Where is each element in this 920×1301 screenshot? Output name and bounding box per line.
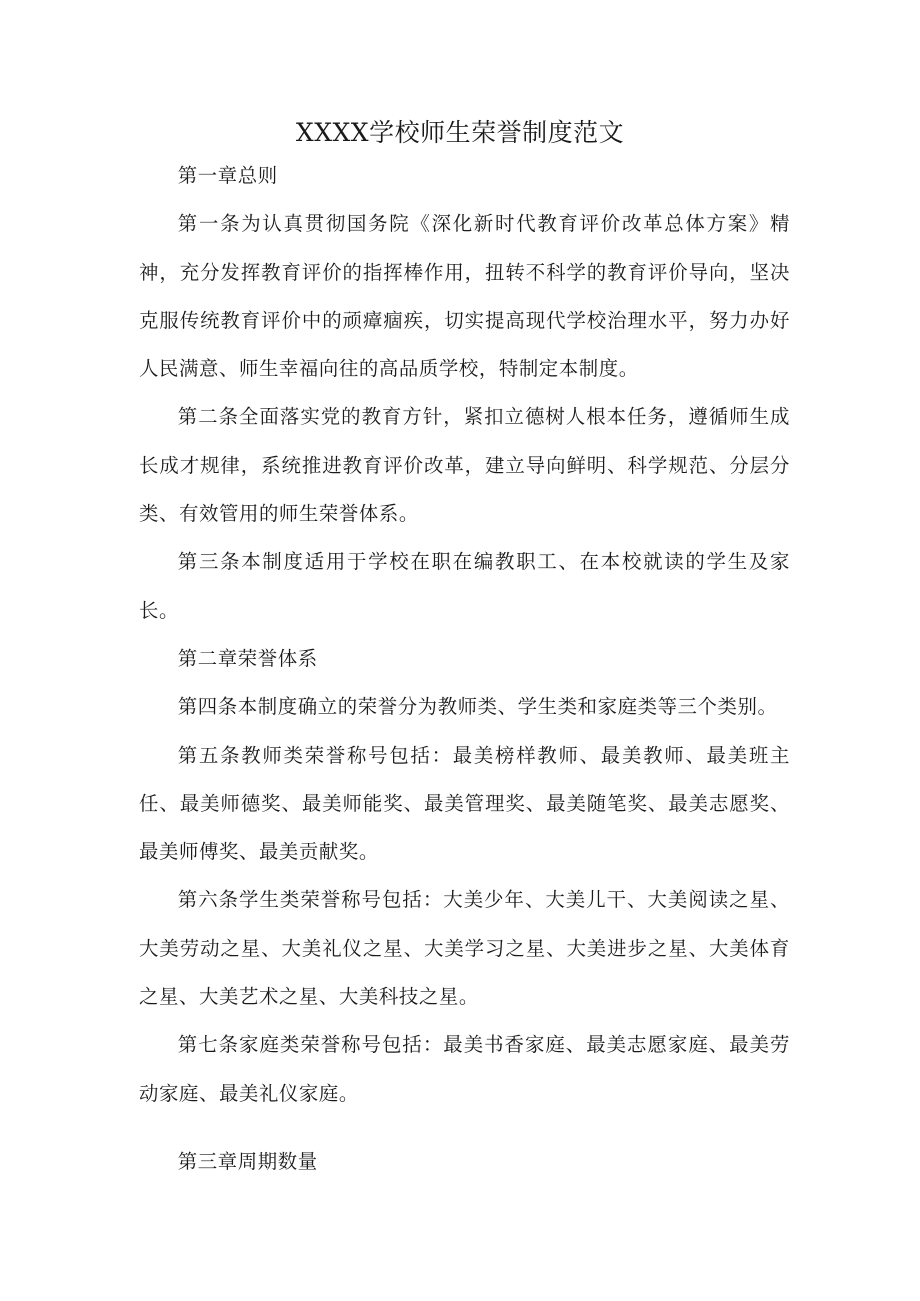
document-title: XXXX学校师生荣誉制度范文 — [295, 118, 625, 147]
article-paragraph: 第三条本制度适用于学校在职在编教职工、在本校就读的学生及家长。 — [139, 550, 790, 622]
article-paragraph: 第七条家庭类荣誉称号包括：最美书香家庭、最美志愿家庭、最美劳动家庭、最美礼仪家庭。 — [139, 1033, 790, 1105]
article-paragraph: 第四条本制度确立的荣誉分为教师类、学生类和家庭类等三个类别。 — [177, 695, 778, 719]
article-paragraph: 第六条学生类荣誉称号包括：大美少年、大美儿干、大美阅读之星、大美劳动之星、大美礼仪之星、大美学习之星、大美进步之星、大美体育之星、大美艺术之星、大美科技之星。 — [139, 888, 790, 1009]
chapter-heading: 第二章荣誉体系 — [177, 646, 318, 670]
article-paragraph: 第一条为认真贯彻国务院《深化新时代教育评价改革总体方案》精神，充分发挥教育评价的指挥棒作用，扭转不科学的教育评价导向，坚决克服传统教育评价中的顽瘴痼疾，切实提高现代学校治理水平，努力办好人民满意、师生幸福向往的高品质学校，特制定本制度。 — [139, 212, 790, 381]
article-paragraph: 第五条教师类荣誉称号包括：最美榜样教师、最美教师、最美班主任、最美师德奖、最美师能奖、最美管理奖、最美随笔奖、最美志愿奖、最美师傅奖、最美贡献奖。 — [139, 743, 790, 864]
article-paragraph: 第二条全面落实党的教育方针，紧扣立德树人根本任务，遵循师生成长成才规律，系统推进教育评价改革，建立导向鲜明、科学规范、分层分类、有效管用的师生荣誉体系。 — [139, 405, 790, 526]
document-body — [139, 152, 790, 1186]
chapter-heading: 第一章总则 — [177, 164, 278, 187]
chapter-heading: 第三章周期数量 — [177, 1149, 318, 1173]
